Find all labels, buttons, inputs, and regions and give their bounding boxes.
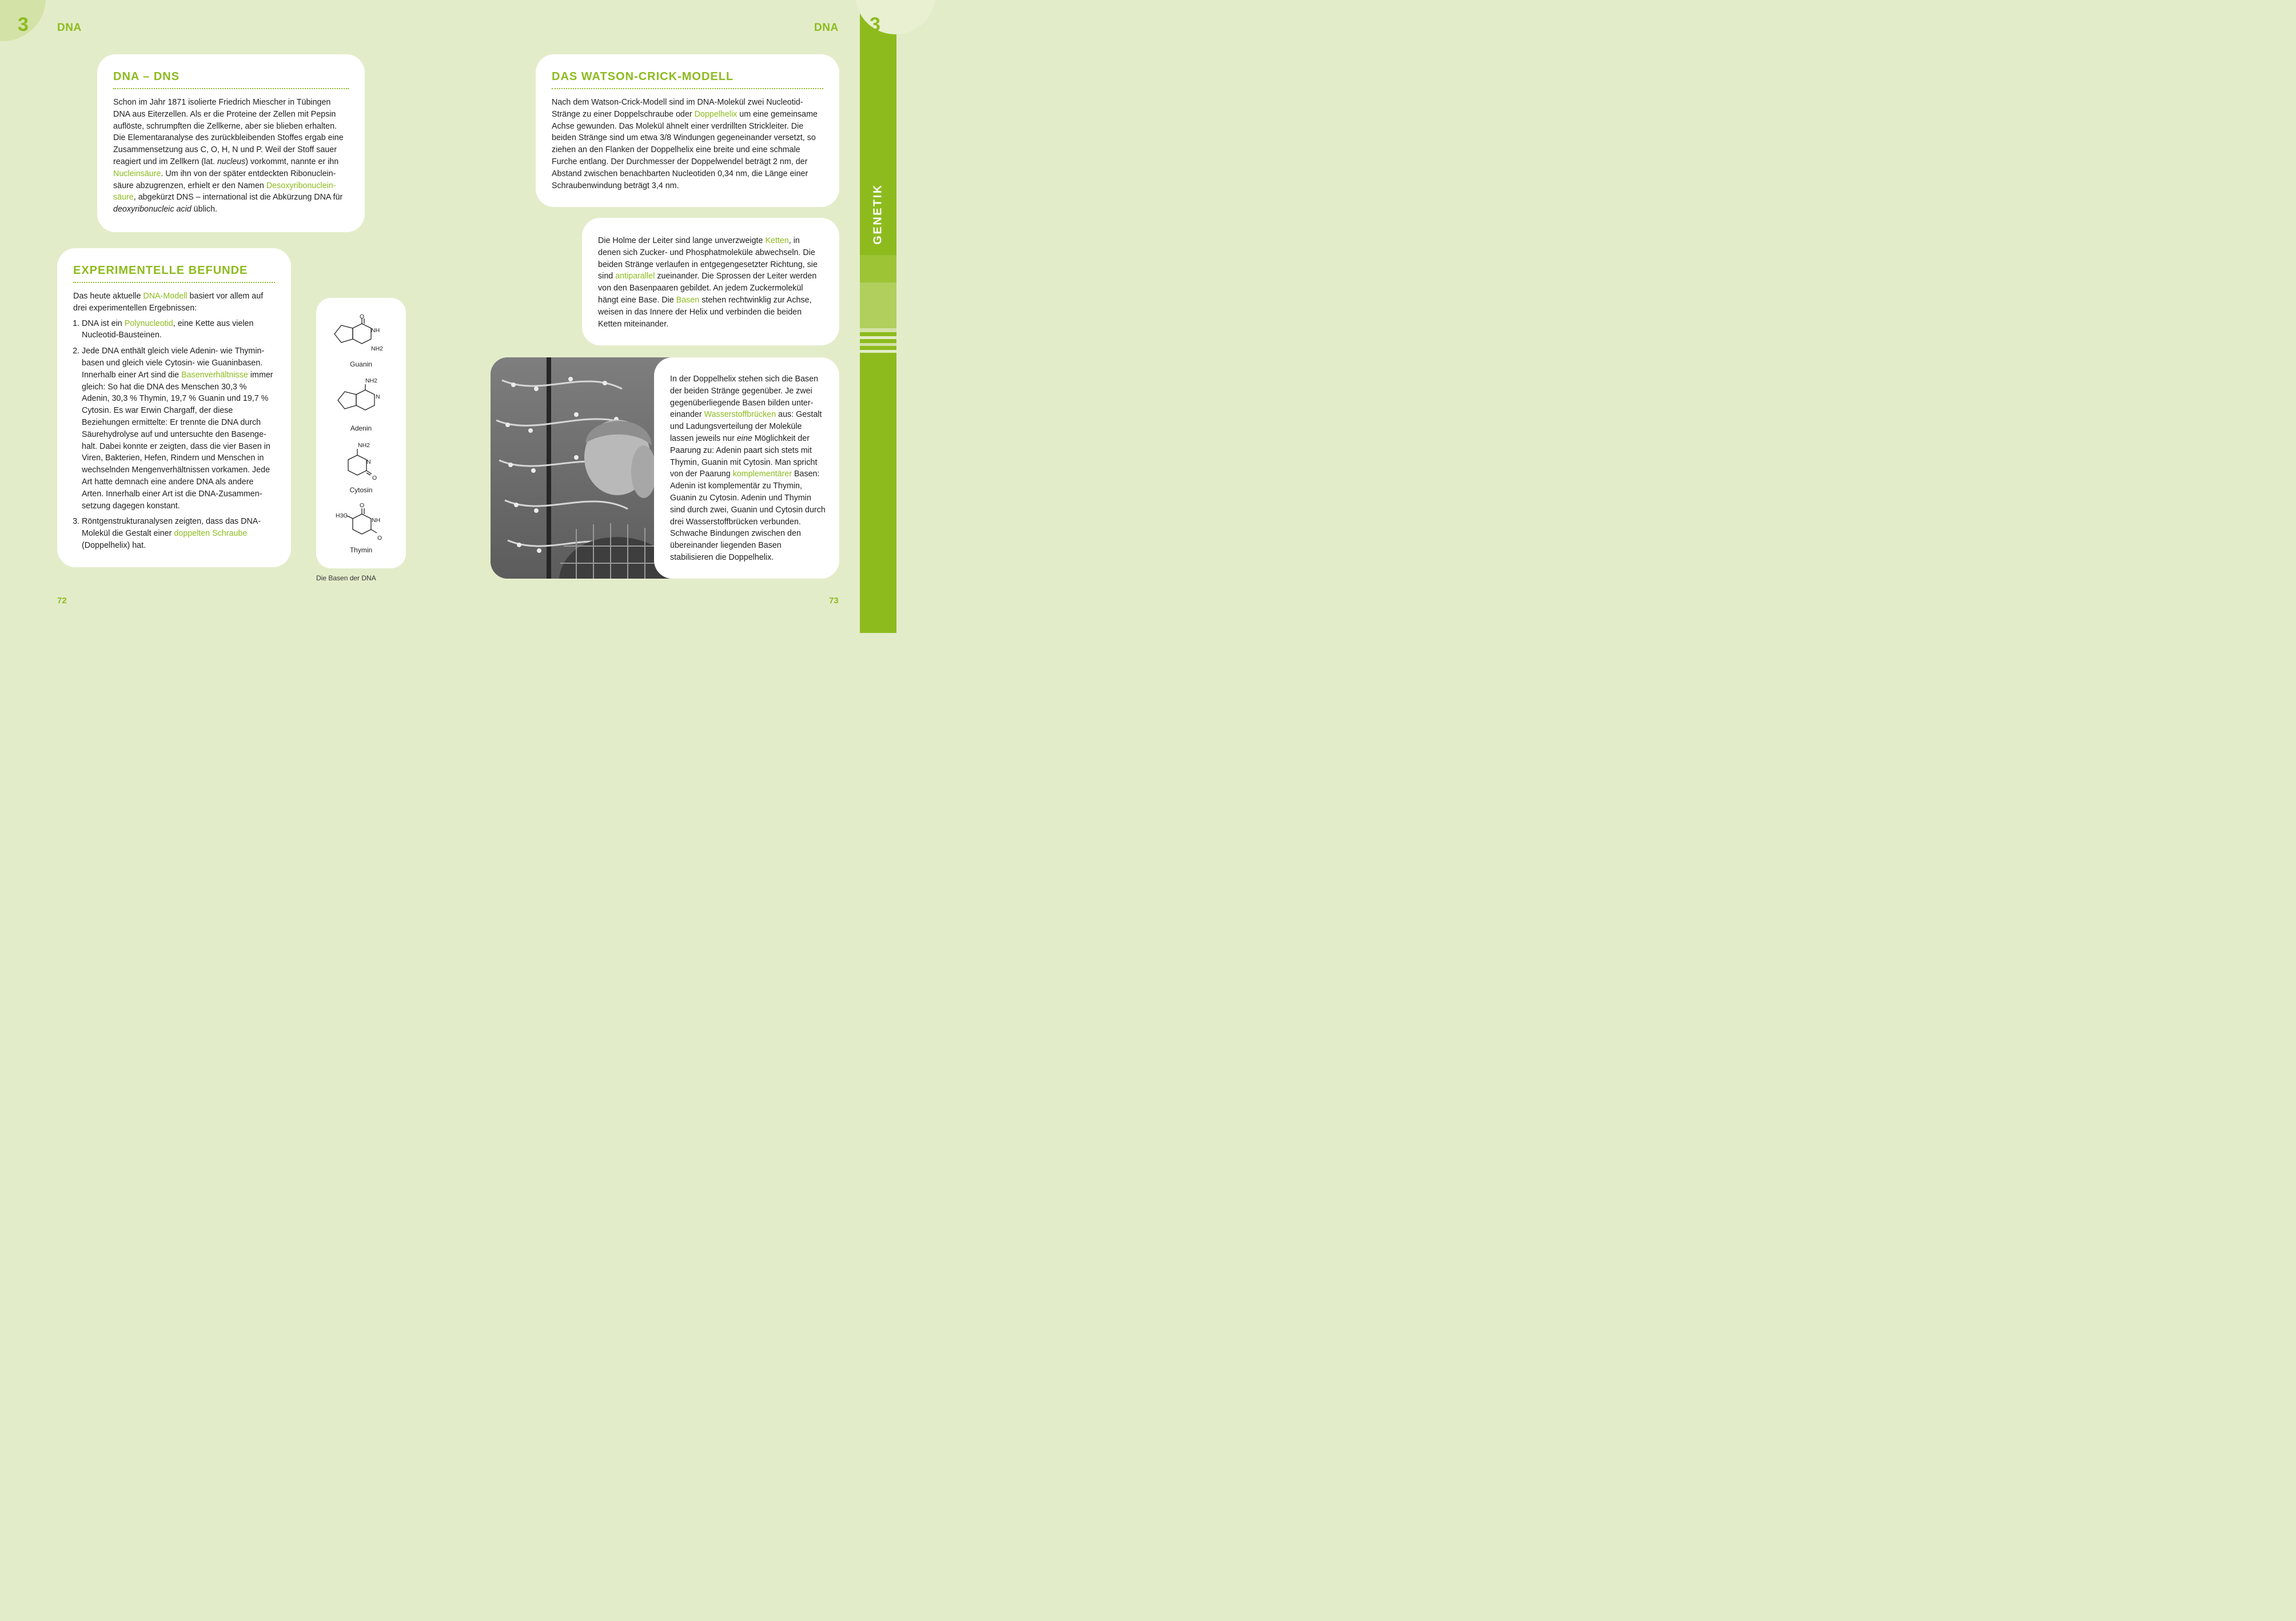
finding-item: 1. DNA ist ein Polynucleotid, eine Kette aus vielen Nucleotid-Bausteinen.	[82, 318, 275, 342]
atom-label: NH2	[358, 442, 370, 449]
atom-label: O	[372, 475, 377, 481]
experimentelle-title: EXPERIMENTELLE BEFUNDE	[73, 264, 275, 283]
dna-dns-card	[97, 54, 365, 232]
atom-label: O	[360, 502, 365, 509]
finding-item: 3. Röntgenstrukturanalysen zeigten, dass das DNA-Molekül die Gestalt einer doppelten Schraube (Doppelhelix) hat.	[82, 516, 275, 551]
experimentelle-intro: Das heute aktuelle DNA-Modell basiert vor allem auf drei experimentellen Ergebnissen:	[73, 292, 264, 313]
doppelhelix-card	[654, 357, 839, 579]
atom-label: O	[360, 313, 365, 320]
atom-label: NH2	[371, 345, 384, 352]
bases-structures	[316, 298, 406, 568]
label-thymin: Thymin	[349, 546, 373, 554]
atom-label: N	[376, 393, 380, 400]
label-guanin: Guanin	[350, 360, 372, 368]
page-number-right: 73	[829, 596, 839, 606]
experimentelle-card	[57, 248, 291, 567]
watson-crick-text: Nach dem Watson-Crick-Modell sind im DNA-Molekül zwei Nucleotid-Stränge zu einer Doppelschraube oder Doppelhelix um eine gemeinsame Achse gewunden. Das Molekül ähnelt einer verdrillten Strickleiter. Die beiden Stränge sind um etwa 3/8 Windungen gegeneinander versetzt, so ziehen an den Flanken der Doppelhelix eine breite und eine schmale Furche entlang. Der Durchmesser der Doppelwendel beträgt 2 nm, der Abstand zwischen benachbarten Nucleotiden 0,34 nm, die Länge einer Schraubenwindung beträgt 3,4 nm.	[552, 98, 818, 190]
page-number-left: 72	[57, 596, 67, 606]
watson-crick-title: DAS WATSON-CRICK-MODELL	[552, 70, 823, 89]
bases-card	[316, 298, 406, 568]
dna-dns-title: DNA – DNS	[113, 70, 349, 89]
dna-model-photo	[491, 357, 679, 579]
watson-crick-card	[536, 54, 839, 207]
atom-label: NH	[371, 327, 380, 334]
finding-item: 2. Jede DNA enthält gleich viele Adenin- wie Thyminbasen und gleich viele Cytosin- wie Guaninbasen. Innerhalb einer Art sind die Basenverhältnisse immer gleich: So hat die DNA des Menschen 30,3 % Adenin, 30,3 % Thymin, 19,7 % Guanin und 19,7 % Cytosin. Es war Erwin Chargaff, der diese Beziehungen ermittelte: Er trennte die DNA durch Säurehydrolyse auf und untersuchte den Basengehalt. Dabei konnte er zeigten, dass die vier Basen in Viren, Bakterien, Hefen, Rindern und Menschen in wechselnden Mengenverhältnissen vorkamen. Jede Art hatte demnach eine andere DNA als andere Arten. Innerhalb einer Art ist die DNA-Zusammensetzung dagegen konstant.	[82, 345, 275, 512]
side-tab	[860, 0, 896, 633]
dna-model-illustration	[491, 357, 679, 579]
running-head-left: DNA	[57, 22, 82, 34]
label-adenin: Adenin	[350, 424, 372, 432]
atom-label: O	[377, 535, 382, 541]
dna-dns-text: Schon im Jahr 1871 isolierte Friedrich Miescher in Tübingen DNA aus Eiterzellen. Als er die Proteine der Zellen mit Pepsin auflöste, schrumpften die Zellkerne, aber sie blieben erhalten. Die Elementaranalyse des zurückbleibenden Stoffes ergab eine Zusammensetzung aus C, O, H, N und P. Weil der Stoff sauer reagiert und im Zellkern (lat. nucleus) vorkommt, nannte er ihn Nucleinsäure. Um ihn von der später entdeckten Ribonucleinsäure abzugrenzen, erhielt er den Namen Desoxyribonucleinsäure, abgekürzt DNS – international ist die Abkürzung DNA für deoxyribonucleic acid üblich.	[113, 98, 344, 214]
findings-list	[73, 318, 275, 552]
side-tab-label: GENETIK	[871, 183, 884, 245]
bases-caption: Die Basen der DNA	[316, 574, 376, 582]
holme-text: Die Holme der Leiter sind lange unverzweigte Ketten, in denen sich Zucker- und Phosphatmoleküle abwechseln. Die beiden Stränge verlaufen in entgegengesetzter Richtung, sie sind antiparallel zueinander. Die Sprossen der Leiter werden von den Basenpaaren gebildet. An jedem Zuckermolekül hängt eine Base. Die Basen stehen rechtwinklig zur Achse, weisen in das Innere der Helix und verbinden die beiden Ketten miteinander.	[598, 236, 818, 329]
atom-label: NH	[372, 517, 381, 524]
atom-label: NH2	[365, 377, 378, 384]
doppelhelix-text: In der Doppelhelix stehen sich die Basen der beiden Stränge gegenüber. Je zwei gegenüberliegende Basen bilden untereinander Wasserstoffbrücken aus: Gestalt und Ladungsverteilung der Moleküle lassen jeweils nur eine Möglichkeit der Paarung zu: Adenin paart sich stets mit Thymin, Guanin mit Cytosin. Man spricht von der Paarung komplementärer Basen: Adenin ist komplementär zu Thymin, Guanin zu Cytosin. Adenin und Thymin sind durch zwei, Guanin und Cytosin durch drei Wasserstoffbrücken verbunden. Schwache Bindungen zwischen den übereinander liegenden Basen stabilisieren die Doppelhelix.	[670, 375, 826, 562]
chapter-number-left: 3	[18, 14, 29, 35]
atom-label: H3C	[336, 512, 348, 519]
chapter-number-right: 3	[870, 14, 880, 35]
atom-label: N	[366, 459, 371, 465]
holme-card	[582, 218, 839, 345]
label-cytosin: Cytosin	[349, 486, 373, 494]
running-head-right: DNA	[814, 22, 839, 34]
